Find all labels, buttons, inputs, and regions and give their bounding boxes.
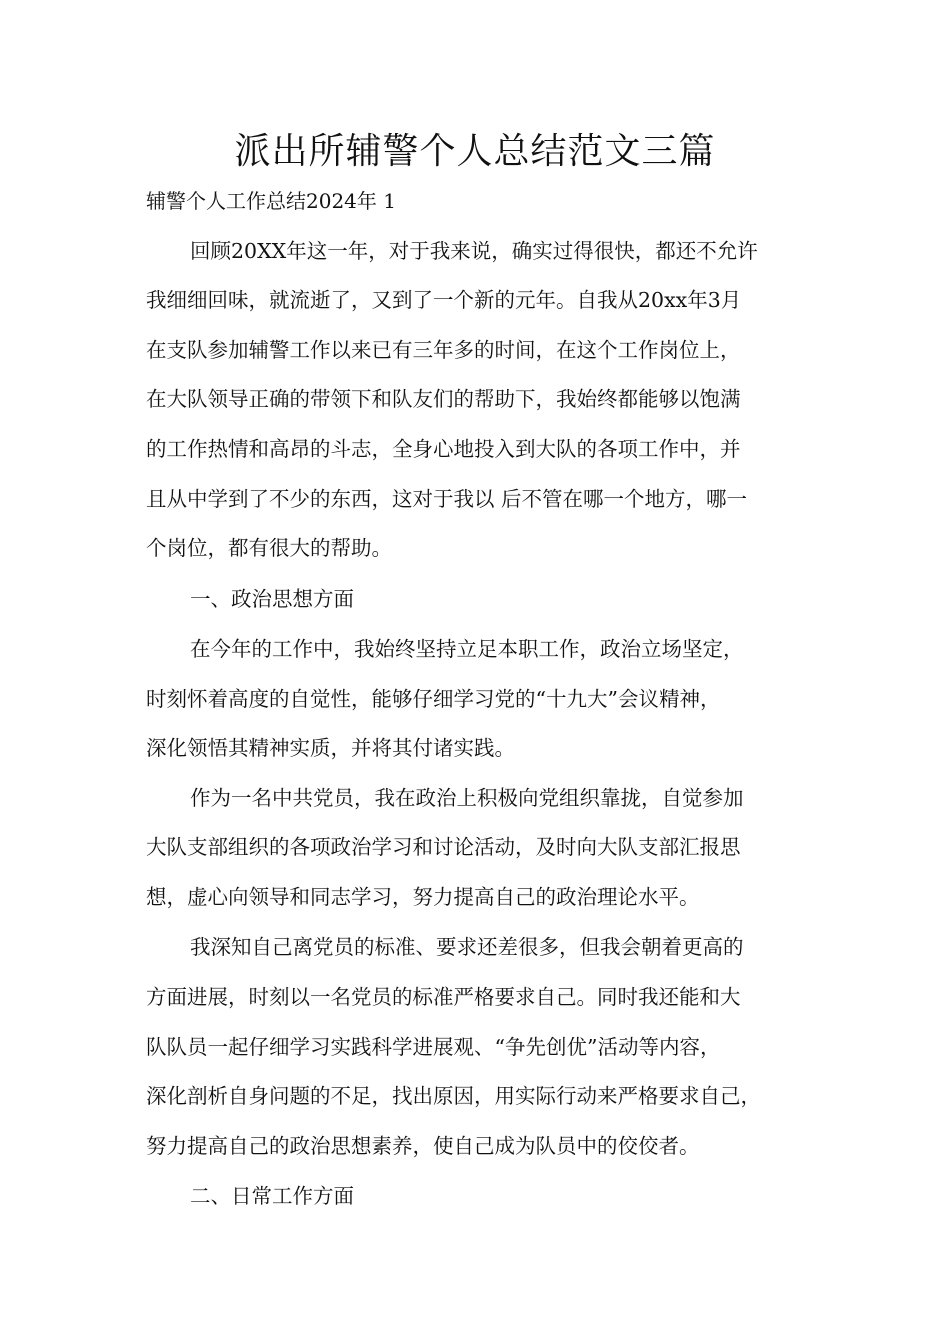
- paragraph-line: 在大队领导正确的带领下和队友们的帮助下，我始终都能够以饱满: [146, 387, 741, 411]
- paragraph-line: 在支队参加辅警工作以来已有三年多的时间，在这个工作岗位上，: [146, 338, 741, 362]
- paragraph-line: 我细细回味，就流逝了，又到了一个新的元年。自我从20xx年3月: [146, 288, 742, 312]
- paragraph-line: 回顾20XX年这一年，对于我来说，确实过得很快，都还不允许: [190, 239, 758, 263]
- paragraph-line: 个岗位，都有很大的帮助。: [146, 536, 392, 560]
- paragraph-line: 努力提高自己的政治思想素养，使自己成为队员中的佼佼者。: [146, 1134, 700, 1158]
- paragraph-line: 作为一名中共党员，我在政治上积极向党组织靠拢，自觉参加: [190, 786, 744, 810]
- paragraph-line: 深化剖析自身问题的不足，找出原因，用实际行动来严格要求自己，: [146, 1084, 761, 1108]
- paragraph-line: 大队支部组织的各项政治学习和讨论活动，及时向大队支部汇报思: [146, 835, 741, 859]
- document-title: 派出所辅警个人总结范文三篇: [234, 131, 716, 172]
- paragraph-line: 深化领悟其精神实质，并将其付诸实践。: [146, 736, 515, 760]
- paragraph-line: 我深知自己离党员的标准、要求还差很多，但我会朝着更高的: [190, 935, 744, 959]
- paragraph-line: 的工作热情和高昂的斗志，全身心地投入到大队的各项工作中，并: [146, 437, 741, 461]
- document-subtitle: 辅警个人工作总结2024年 1: [146, 189, 396, 213]
- section-heading: 一、政治思想方面: [190, 587, 354, 611]
- paragraph-line: 方面进展，时刻以一名党员的标准严格要求自己。同时我还能和大: [146, 985, 741, 1009]
- paragraph-line: 时刻怀着高度的自觉性，能够仔细学习党的“十九大”会议精神，: [146, 687, 721, 711]
- section-heading: 二、日常工作方面: [190, 1184, 354, 1208]
- paragraph-line: 在今年的工作中，我始终坚持立足本职工作，政治立场坚定，: [190, 637, 744, 661]
- paragraph-line: 队队员一起仔细学习实践科学进展观、“争先创优”活动等内容，: [146, 1035, 721, 1059]
- paragraph-line: 想，虚心向领导和同志学习，努力提高自己的政治理论水平。: [146, 885, 700, 909]
- paragraph-line: 且从中学到了不少的东西，这对于我以 后不管在哪一个地方，哪一: [146, 487, 748, 511]
